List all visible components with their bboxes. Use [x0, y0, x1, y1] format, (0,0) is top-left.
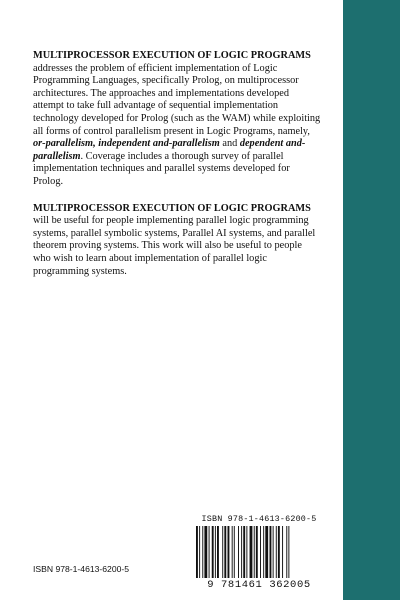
barcode	[192, 514, 326, 592]
book-title-bold: MULTIPROCESSOR EXECUTION OF LOGIC PROGRAMS	[33, 50, 311, 61]
paragraph-2-text: will be useful for people implementing parallel logic programming systems, parallel symbolic systems, Parallel AI systems, and parallel theorem proving systems. This work will also be useful to people who wish to learn about implementation of parallel logic programming systems.	[33, 215, 316, 277]
barcode-digits: 9 781461 362005	[207, 579, 311, 591]
barcode-bar	[234, 526, 235, 578]
barcode-bar	[241, 526, 242, 578]
barcode-bar	[238, 526, 239, 578]
book-title-bold-2: MULTIPROCESSOR EXECUTION OF LOGIC PROGRAMS	[33, 202, 311, 214]
barcode-bar	[260, 526, 261, 578]
barcode-bar	[202, 526, 203, 578]
barcode-bar	[224, 526, 226, 578]
barcode-bar	[232, 526, 233, 578]
barcode-bar	[282, 526, 283, 578]
barcode-bar	[222, 526, 223, 578]
barcode-bar	[228, 526, 230, 578]
barcode-bar	[196, 526, 198, 578]
barcode-bar	[254, 526, 255, 578]
term-or-parallelism: or-parallelism	[33, 138, 94, 150]
spine-color-band	[343, 0, 400, 600]
barcode-bar	[199, 526, 200, 578]
paragraph-1-text-b: . Coverage includes a thorough survey of parallel implementation techniques and parallel systems developed for Prolog.	[33, 150, 290, 187]
term-separator-1: ,	[93, 138, 99, 150]
barcode-bar	[270, 526, 272, 578]
term-separator-2: and	[219, 138, 240, 150]
barcode-bars	[194, 526, 324, 578]
barcode-bar	[212, 526, 214, 578]
barcode-bar	[265, 526, 268, 578]
barcode-bar	[273, 526, 274, 578]
barcode-bar	[215, 526, 216, 578]
barcode-bar	[263, 526, 264, 578]
barcode-bar	[276, 526, 277, 578]
paragraph-1-text-a: addresses the problem of efficient implementation of Logic Programming Languages, specifically Prolog, on multiprocessor architectures. The approaches and implementations developed attempt to take full advantage of sequential implementation technology developed for Prolog (such as the WAM) while exploiting all forms of control parallelism present in Logic Programs, namely,	[33, 62, 321, 137]
barcode-bar	[209, 526, 210, 578]
barcode-bar	[256, 526, 258, 578]
description-paragraph-1	[33, 50, 321, 189]
term-dependent-and-parallelism: dependent and-parallelism	[33, 138, 306, 162]
barcode-bar	[217, 526, 219, 578]
back-cover-description	[33, 50, 321, 292]
barcode-bar	[278, 526, 280, 578]
barcode-bar	[246, 526, 247, 578]
barcode-bar	[204, 526, 207, 578]
barcode-isbn-label: ISBN 978-1-4613-6200-5	[201, 514, 317, 524]
description-paragraph-2	[33, 203, 321, 279]
barcode-bar	[250, 526, 253, 578]
barcode-bar	[243, 526, 245, 578]
term-independent-and-parallelism: independent and-parallelism	[98, 138, 220, 150]
isbn-footer: ISBN 978-1-4613-6200-5	[33, 564, 130, 574]
barcode-bar	[286, 526, 287, 578]
barcode-bar	[288, 526, 289, 578]
